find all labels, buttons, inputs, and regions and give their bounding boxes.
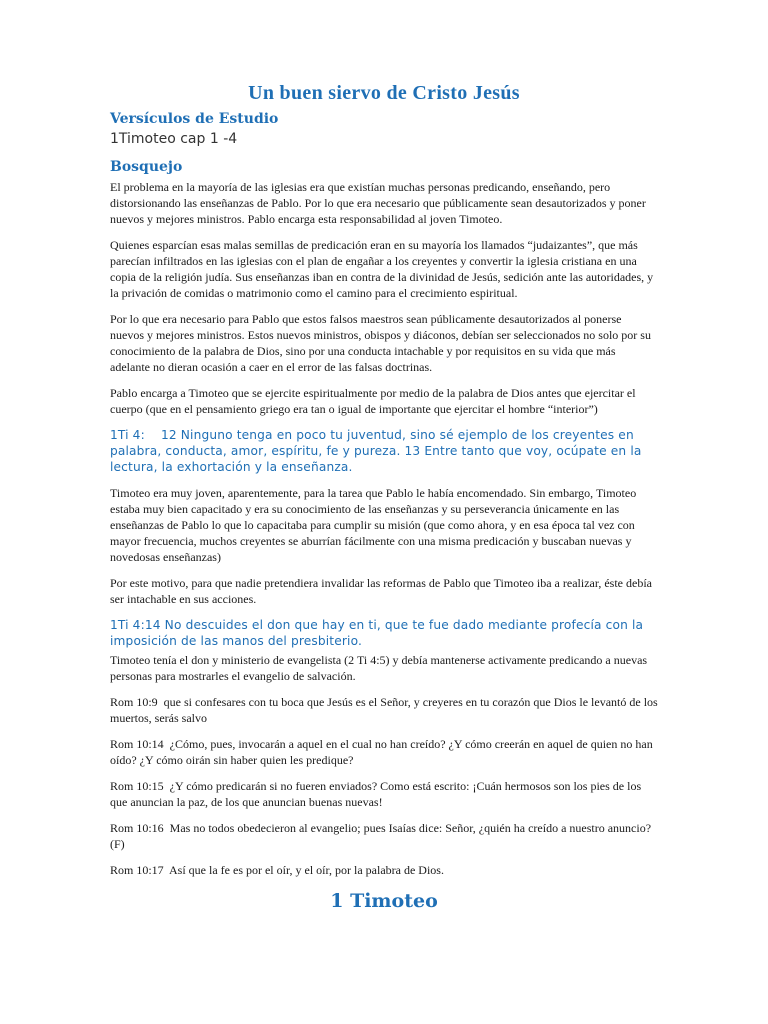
section-heading: 1 Timoteo	[330, 890, 438, 912]
paragraph: Timoteo tenía el don y ministerio de evangelista (2 Ti 4:5) y debía mantenerse activamente predicando a nuevas personas para mostrarles el evangelio de salvación.	[110, 653, 648, 683]
romans-verse: Rom 10:17 Así que la fe es por el oír, y el oír, por la palabra de Dios.	[110, 863, 444, 877]
study-reference: 1Timoteo cap 1 -4	[110, 131, 238, 147]
verse-quote: 1Ti 4:14 No descuides el don que hay en ti, que te fue dado mediante profecía con la imposición de las manos del presbiterio.	[110, 618, 644, 648]
paragraph: Quienes esparcían esas malas semillas de predicación eran en su mayoría los llamados “judaizantes”, que más parecían infiltrados en las iglesias con el plan de engañar a los creyentes y convertir la iglesia cristiana en una copia de la religión judía. Sus enseñanzas iban en contra de la divinidad de Jesús, sedición ante las autoridades, y la privación de comidas o matrimonio como el camino para el crecimiento espiritual.	[110, 238, 654, 300]
paragraph: Timoteo era muy joven, aparentemente, para la tarea que Pablo le había encomendado. Sin embargo, Timoteo estaba muy bien capacitado y era su conocimiento de las enseñanzas y su perseverancia únicamente en las enseñanzas de Pablo lo que lo capacitaba para cumplir su misión (que como ahora, y en esa época tal vez con mayor frecuencia, muchos creyentes se aburrían fácilmente con una misma predicación y buscaban nuevas y novedosas enseñanzas)	[110, 486, 637, 564]
paragraph: Por este motivo, para que nadie pretendiera invalidar las reformas de Pablo que Timoteo iba a realizar, éste debía ser intachable en sus acciones.	[110, 576, 652, 606]
document-title: Un buen siervo de Cristo Jesús	[248, 82, 520, 104]
romans-verse: Rom 10:15 ¿Y cómo predicarán si no fueren enviados? Como está escrito: ¡Cuán hermosos son los pies de los que anuncian la paz, de los que anuncian buenas nuevas!	[110, 779, 645, 809]
romans-verse: Rom 10:9 que si confesares con tu boca que Jesús es el Señor, y creyeres en tu corazón que Dios le levantó de los muertos, serás salvo	[110, 695, 661, 725]
paragraph: Pablo encarga a Timoteo que se ejercite espiritualmente por medio de la palabra de Dios antes que ejercitar el cuerpo (que en el pensamiento griego era tan o igual de importante que ejercitar el hombre “interior”)	[110, 386, 636, 416]
study-verses-heading: Versículos de Estudio	[110, 111, 279, 127]
romans-verse: Rom 10:16 Mas no todos obedecieron al evangelio; pues Isaías dice: Señor, ¿quién ha creído a nuestro anuncio?(F)	[110, 821, 652, 851]
document-page	[110, 82, 661, 912]
outline-heading: Bosquejo	[110, 159, 183, 175]
romans-verse: Rom 10:14 ¿Cómo, pues, invocarán a aquel en el cual no han creído? ¿Y cómo creerán en aquel de quien no han oído? ¿Y cómo oirán sin haber quien les predique?	[110, 737, 656, 767]
verse-quote: 1Ti 4: 12 Ninguno tenga en poco tu juventud, sino sé ejemplo de los creyentes en palabra, conducta, amor, espíritu, fe y pureza. 13 Entre tanto que voy, ocúpate en la lectura, la exhortación y la enseñanza.	[110, 428, 646, 474]
paragraph: El problema en la mayoría de las iglesias era que existían muchas personas predicando, enseñando, pero distorsionando las enseñanzas de Pablo. Por lo que era necesario que públicamente sean desautorizados y poner nuevos y mejores ministros. Pablo encarga esta responsabilidad al joven Timoteo.	[110, 180, 646, 226]
paragraph: Por lo que era necesario para Pablo que estos falsos maestros sean públicamente desautorizados al ponerse nuevos y mejores ministros. Estos nuevos ministros, obispos y diáconos, debían ser seleccionados no solo por su conocimiento de la palabra de Dios, sino por una conducta intachable y por requisitos en su vida que más adelante no dieran ocasión a caer en el error de las falsas doctrinas.	[110, 312, 651, 374]
